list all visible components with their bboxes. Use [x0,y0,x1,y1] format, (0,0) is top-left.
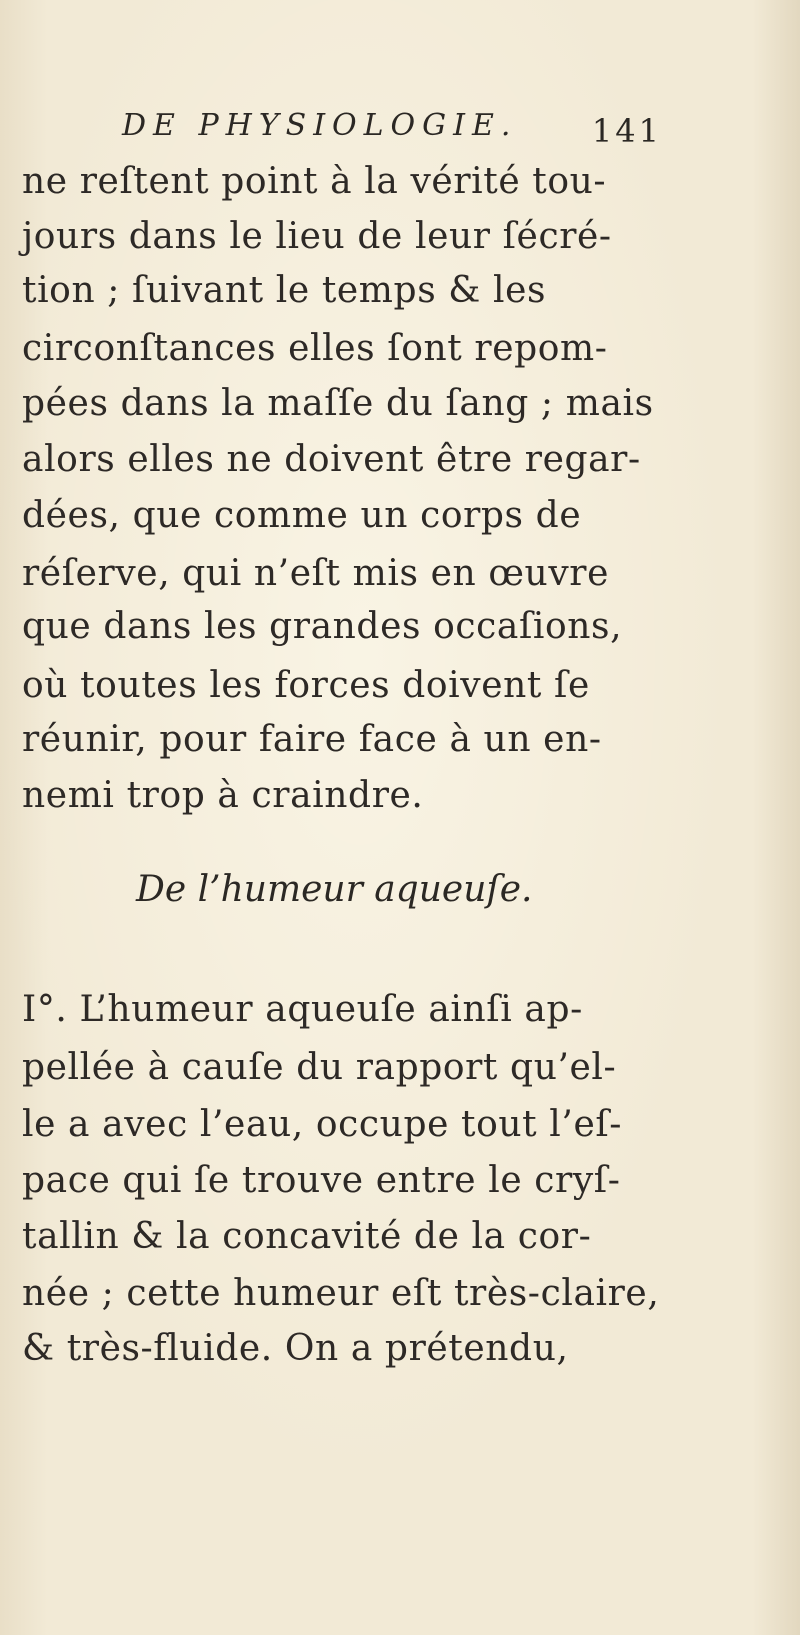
text-line: tallin & la concavité de la cor- [22,1216,592,1257]
text-line: réſerve, qui n’eſt mis en œuvre [22,553,609,594]
running-head [122,108,662,154]
text-line: alors elles ne doivent être regar- [22,439,641,480]
text-line: née ; cette humeur eſt très-claire, [22,1273,660,1314]
text-line: pace qui ſe trouve entre le cryſ- [22,1160,621,1201]
text-line: réunir, pour faire face à un en- [22,719,602,760]
text-line: & très-fluide. On a prétendu, [22,1328,569,1369]
text-line: I°. L’humeur aqueuſe ainſi ap- [22,989,583,1030]
text-line: jours dans le lieu de leur ſécré- [22,216,612,257]
text-line: pées dans la maſſe du ſang ; mais [22,383,654,424]
text-line: le a avec l’eau, occupe tout l’eſ- [22,1104,623,1145]
text-line: que dans les grandes occaſions, [22,606,623,647]
text-line: tion ; ſuivant le temps & les [22,270,547,311]
text-line: nemi trop à craindre. [22,775,424,816]
section-heading: De l’humeur aqueuſe. [136,869,533,910]
text-line: dées, que comme un corps de [22,495,582,536]
text-line: pellée à cauſe du rapport qu’el- [22,1047,617,1088]
page-number: 141 [591,112,662,150]
running-head-title: DE PHYSIOLOGIE. [122,108,518,143]
text-line: où toutes les forces doivent ſe [22,665,590,706]
text-line: ne reſtent point à la vérité tou- [22,161,607,202]
text-line: circonſtances elles ſont repom- [22,328,608,369]
